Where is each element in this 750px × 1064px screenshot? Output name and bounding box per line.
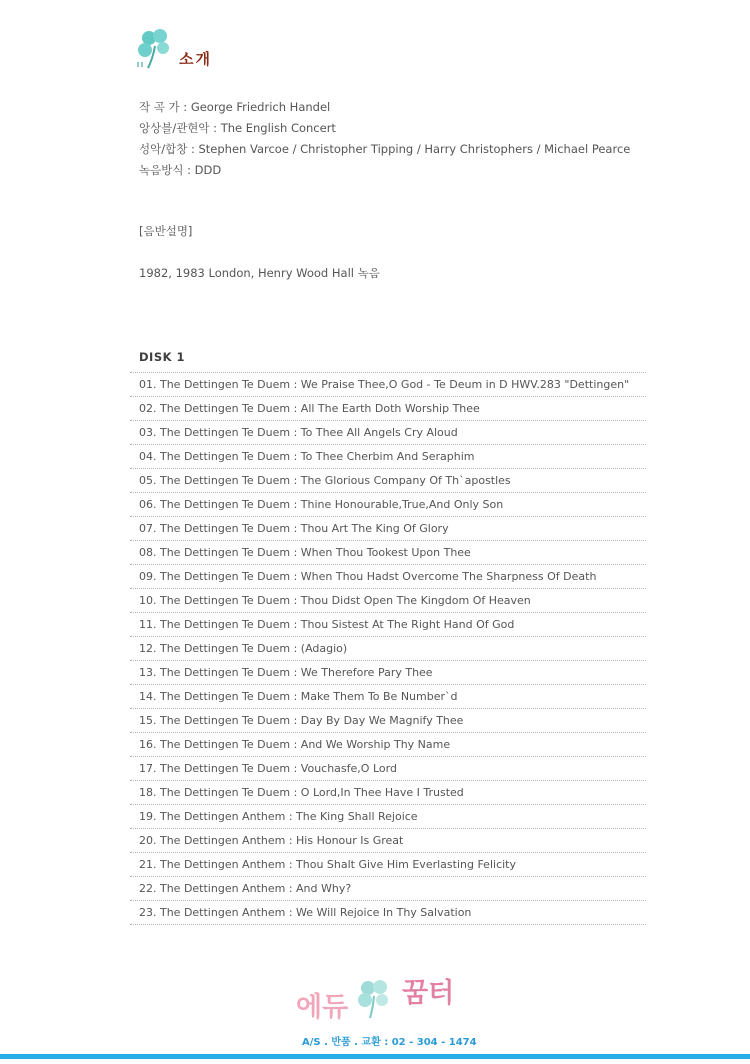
section-header	[133, 26, 333, 70]
bottom-bar	[0, 1054, 750, 1059]
description-body: 1982, 1983 London, Henry Wood Hall 녹음	[139, 266, 380, 280]
logo-text-left: 에듀	[296, 992, 349, 1023]
track-row: 19. The Dettingen Anthem : The King Shall Rejoice	[130, 805, 646, 829]
track-row: 07. The Dettingen Te Duem : Thou Art The King Of Glory	[130, 517, 646, 541]
track-row: 14. The Dettingen Te Duem : Make Them To Be Number`d	[130, 685, 646, 709]
track-row: 22. The Dettingen Anthem : And Why?	[130, 877, 646, 901]
track-row: 03. The Dettingen Te Duem : To Thee All Angels Cry Aloud	[130, 421, 646, 445]
vocal-line: 성악/합창 : Stephen Varcoe / Christopher Tipping / Harry Christophers / Michael Pearce	[139, 142, 631, 156]
contact-info: A/S . 반품 . 교환 : 02 - 304 - 1474	[302, 1037, 477, 1048]
track-row: 01. The Dettingen Te Duem : We Praise Thee,O God - Te Deum in D HWV.283 "Dettingen"	[130, 373, 646, 397]
album-info	[139, 97, 630, 181]
description-heading: [음반설명]	[139, 224, 193, 238]
track-row: 20. The Dettingen Anthem : His Honour Is Great	[130, 829, 646, 853]
track-row: 09. The Dettingen Te Duem : When Thou Hadst Overcome The Sharpness Of Death	[130, 565, 646, 589]
track-row: 10. The Dettingen Te Duem : Thou Didst Open The Kingdom Of Heaven	[130, 589, 646, 613]
track-row: 08. The Dettingen Te Duem : When Thou Tookest Upon Thee	[130, 541, 646, 565]
track-row: 05. The Dettingen Te Duem : The Glorious Company Of Th`apostles	[130, 469, 646, 493]
recording-line: 녹음방식 : DDD	[139, 163, 222, 177]
track-list	[130, 372, 646, 925]
track-row: 02. The Dettingen Te Duem : All The Earth Doth Worship Thee	[130, 397, 646, 421]
track-row: 06. The Dettingen Te Duem : Thine Honourable,True,And Only Son	[130, 493, 646, 517]
footer-logo	[292, 968, 462, 1028]
ensemble-line: 앙상블/관현악 : The English Concert	[139, 121, 336, 135]
track-row: 18. The Dettingen Te Duem : O Lord,In Thee Have I Trusted	[130, 781, 646, 805]
track-row: 21. The Dettingen Anthem : Thou Shalt Give Him Everlasting Felicity	[130, 853, 646, 877]
track-row: 23. The Dettingen Anthem : We Will Rejoice In Thy Salvation	[130, 901, 646, 925]
clover-icon	[352, 976, 396, 1020]
logo-text-right: 꿈터	[402, 978, 455, 1009]
track-row: 17. The Dettingen Te Duem : Vouchasfe,O Lord	[130, 757, 646, 781]
track-row: 15. The Dettingen Te Duem : Day By Day We Magnify Thee	[130, 709, 646, 733]
composer-line: 작 곡 가 : George Friedrich Handel	[139, 100, 331, 114]
clover-icon	[133, 26, 177, 70]
track-row: 16. The Dettingen Te Duem : And We Worship Thy Name	[130, 733, 646, 757]
track-row: 11. The Dettingen Te Duem : Thou Sistest At The Right Hand Of God	[130, 613, 646, 637]
disk-title: DISK 1	[139, 350, 186, 364]
track-row: 04. The Dettingen Te Duem : To Thee Cherbim And Seraphim	[130, 445, 646, 469]
track-row: 12. The Dettingen Te Duem : (Adagio)	[130, 637, 646, 661]
track-row: 13. The Dettingen Te Duem : We Therefore Pary Thee	[130, 661, 646, 685]
section-title: 소개	[179, 50, 212, 68]
